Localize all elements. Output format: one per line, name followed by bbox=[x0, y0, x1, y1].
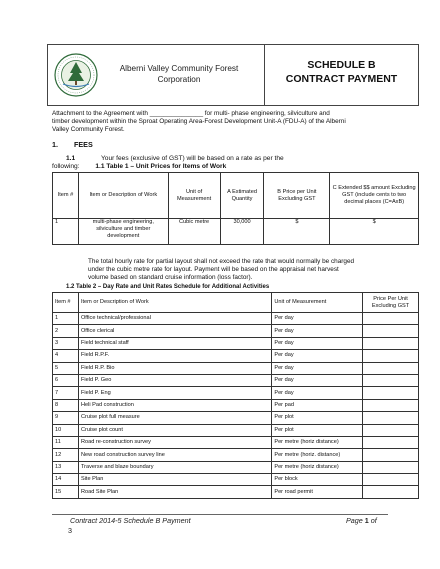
table2-cell: Office clerical bbox=[78, 325, 271, 337]
section-number: 1. bbox=[52, 140, 58, 149]
table2-cell: Per day bbox=[272, 337, 363, 349]
table2-cell: Per block bbox=[272, 474, 363, 486]
table-row bbox=[53, 474, 419, 486]
table2-cell bbox=[363, 424, 419, 436]
table2-cell bbox=[363, 412, 419, 424]
table2-cell: Per day bbox=[272, 362, 363, 374]
table2-cell: 13 bbox=[53, 461, 79, 473]
table2-cell: Per plot bbox=[272, 412, 363, 424]
table2-cell: Per day bbox=[272, 313, 363, 325]
table2-cell: Per metre (horiz distance) bbox=[272, 461, 363, 473]
table1-cell: 1 bbox=[53, 219, 79, 245]
clause-text: Your fees (exclusive of GST) will be based on a rate as per the bbox=[101, 155, 284, 162]
table1-cell: multi-phase engineering, silviculture and timber development bbox=[78, 219, 168, 245]
table2-cell bbox=[363, 399, 419, 411]
table2-cell: Field P. Eng bbox=[78, 387, 271, 399]
table2-cell: Office technical/professional bbox=[78, 313, 271, 325]
table2-cell: Per day bbox=[272, 374, 363, 386]
table2-cell: Cruise plot count bbox=[78, 424, 271, 436]
table-row bbox=[53, 424, 419, 436]
table2-cell: Field P. Geo bbox=[78, 374, 271, 386]
partial-layout-paragraph bbox=[88, 258, 418, 283]
section-title: FEES bbox=[74, 140, 93, 149]
table-row bbox=[53, 325, 419, 337]
table1-cell: $ bbox=[264, 219, 330, 245]
table2-cell: Field R.P.F. bbox=[78, 350, 271, 362]
table2-cell: 5 bbox=[53, 362, 79, 374]
footer-left-text: Contract 2014-5 Schedule B Payment bbox=[70, 516, 191, 525]
schedule-heading bbox=[265, 58, 418, 86]
table2-cell bbox=[363, 387, 419, 399]
table2-cell: Per metre (horiz distance) bbox=[272, 436, 363, 448]
following-label: following: bbox=[52, 163, 80, 170]
table2-cell: 6 bbox=[53, 374, 79, 386]
footer-page-number bbox=[346, 516, 377, 525]
partial-line-1: The total hourly rate for partial layout shall not exceed the rate that would normally be charged bbox=[88, 258, 355, 265]
table2-cell: Per day bbox=[272, 325, 363, 337]
intro-line-2: timber development within the Sproat Operating Area-Forest Development Unit-A (FDU-A) of the Alberni bbox=[52, 118, 346, 126]
table1-title: 1.1 Table 1 – Unit Prices for Items of Work bbox=[95, 163, 227, 170]
table2-cell: 8 bbox=[53, 399, 79, 411]
header-box bbox=[47, 44, 419, 106]
table2-cell: 3 bbox=[53, 337, 79, 349]
table-row bbox=[53, 313, 419, 325]
fees-clause bbox=[66, 155, 284, 163]
table2-cell bbox=[363, 313, 419, 325]
table2-cell: Cruise plot full measure bbox=[78, 412, 271, 424]
table-row bbox=[53, 412, 419, 424]
table-row bbox=[53, 337, 419, 349]
table1-header-description: Item or Description of Work bbox=[78, 173, 168, 219]
clause-number: 1.1 bbox=[66, 155, 76, 162]
table2-cell: 10 bbox=[53, 424, 79, 436]
table2-cell: 7 bbox=[53, 387, 79, 399]
footer-of-label: of bbox=[370, 516, 377, 525]
table2-cell: Field R.P. Bio bbox=[78, 362, 271, 374]
table-row bbox=[53, 461, 419, 473]
table1-header-quantity: A Estimated Quantity bbox=[220, 173, 264, 219]
table2-cell: 12 bbox=[53, 449, 79, 461]
unit-prices-table bbox=[52, 172, 419, 245]
table2-cell: Field technical staff bbox=[78, 337, 271, 349]
table2-cell: 4 bbox=[53, 350, 79, 362]
table2-cell: 2 bbox=[53, 325, 79, 337]
table-row bbox=[53, 399, 419, 411]
intro-line-3: Valley Community Forest. bbox=[52, 126, 125, 134]
table-row bbox=[53, 449, 419, 461]
table-row bbox=[53, 387, 419, 399]
schedule-title: SCHEDULE B bbox=[307, 59, 376, 71]
table1-cell: 30,000 bbox=[220, 219, 264, 245]
table2-cell: Road re-construction survey bbox=[78, 436, 271, 448]
table2-header-row bbox=[53, 293, 419, 313]
table2-cell: 9 bbox=[53, 412, 79, 424]
table1-header-item: Item # bbox=[53, 173, 79, 219]
table2-header-item: Item # bbox=[53, 293, 79, 313]
table2-cell: Site Plan bbox=[78, 474, 271, 486]
fees-following-line bbox=[52, 163, 226, 171]
schedule-subtitle: CONTRACT PAYMENT bbox=[285, 73, 398, 85]
section-heading bbox=[52, 140, 93, 149]
table1-cell: Cubic metre bbox=[168, 219, 220, 245]
table-row bbox=[53, 374, 419, 386]
table2-cell bbox=[363, 436, 419, 448]
org-line-2: Corporation bbox=[157, 75, 201, 84]
table2-cell: Road Site Plan bbox=[78, 486, 271, 498]
table2-cell bbox=[363, 337, 419, 349]
footer-rule bbox=[52, 514, 388, 515]
table2-cell: Per day bbox=[272, 387, 363, 399]
table2-cell: 15 bbox=[53, 486, 79, 498]
footer-page-label: Page bbox=[346, 516, 363, 525]
table2-cell: Heli Pad construction bbox=[78, 399, 271, 411]
organization-name bbox=[104, 63, 254, 85]
table-row bbox=[53, 486, 419, 498]
table2-header-description: Item or Description of Work bbox=[78, 293, 271, 313]
partial-line-2: under the cubic metre rate for layout. Payment will be based on the appraisal net harvest bbox=[88, 266, 339, 274]
table2-cell: 11 bbox=[53, 436, 79, 448]
partial-line-3: volume based on standard cruise information (loss factor). bbox=[88, 274, 253, 282]
footer-total-pages: 3 bbox=[68, 526, 72, 535]
table2-cell bbox=[363, 374, 419, 386]
table2-cell bbox=[363, 325, 419, 337]
table2-cell: Per day bbox=[272, 350, 363, 362]
table2-cell bbox=[363, 461, 419, 473]
table2-cell bbox=[363, 362, 419, 374]
intro-line-1: Attachment to the Agreement with _______________ for multi- phase engineering, silviculture and bbox=[52, 110, 330, 117]
table2-cell bbox=[363, 486, 419, 498]
day-rate-table bbox=[52, 292, 419, 499]
table2-title: 1.2 Table 2 – Day Rate and Unit Rates Schedule for Additional Activities bbox=[66, 284, 270, 290]
table2-cell bbox=[363, 350, 419, 362]
org-line-1: Alberni Valley Community Forest bbox=[119, 64, 239, 73]
table1-header-extended: C Extended $$ amount Excluding GST (include cents to two decimal places (C=AxB) bbox=[330, 173, 419, 219]
table2-cell bbox=[363, 449, 419, 461]
table-row bbox=[53, 362, 419, 374]
table-row bbox=[53, 219, 419, 245]
intro-paragraph bbox=[52, 110, 392, 135]
table2-header-unit: Unit of Measurement bbox=[272, 293, 363, 313]
footer-page-value: 1 bbox=[364, 516, 369, 525]
table-row bbox=[53, 436, 419, 448]
table-row bbox=[53, 350, 419, 362]
table2-cell bbox=[363, 474, 419, 486]
table2-cell: 1 bbox=[53, 313, 79, 325]
table2-cell: Traverse and blaze boundary bbox=[78, 461, 271, 473]
community-forest-logo-icon bbox=[54, 53, 98, 97]
table1-cell: $ bbox=[330, 219, 419, 245]
table1-header-unit: Unit of Measurement bbox=[168, 173, 220, 219]
table2-header-price: Price Per Unit Excluding GST bbox=[363, 293, 419, 313]
table2-cell: Per pad bbox=[272, 399, 363, 411]
table1-header-price: B Price per Unit Excluding GST bbox=[264, 173, 330, 219]
table2-cell: Per road permit bbox=[272, 486, 363, 498]
table2-cell: 14 bbox=[53, 474, 79, 486]
table2-cell: Per metre (horiz. distance) bbox=[272, 449, 363, 461]
table1-header-row bbox=[53, 173, 419, 219]
table2-cell: New road construction survey line bbox=[78, 449, 271, 461]
table2-cell: Per plot bbox=[272, 424, 363, 436]
